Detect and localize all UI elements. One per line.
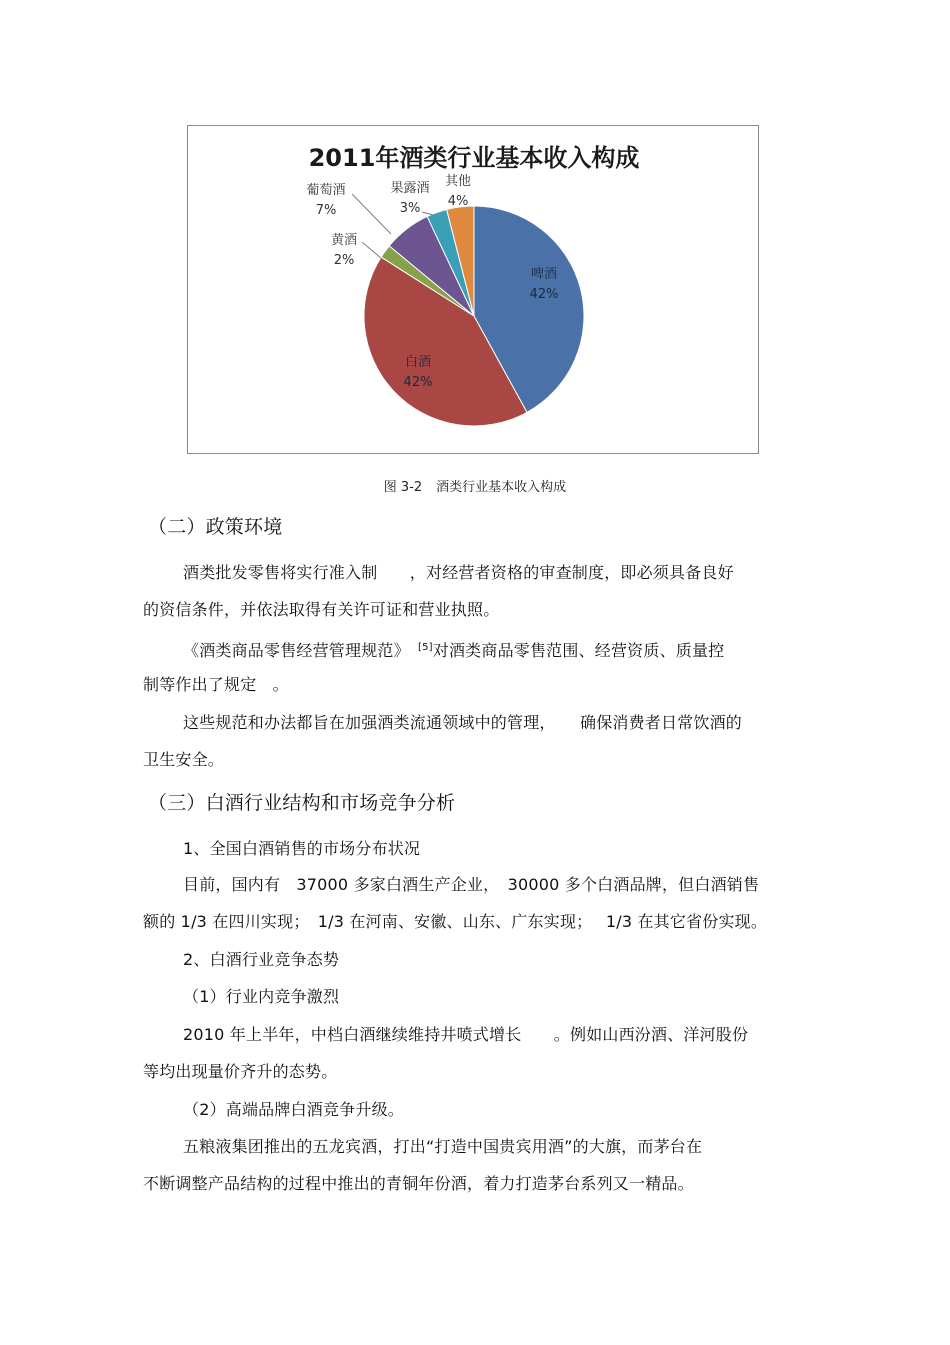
paragraph-line: 这些规范和办法都旨在加强酒类流通领域中的管理， 确保消费者日常饮酒的 (183, 713, 743, 732)
slice-percent-label: 42% (403, 375, 433, 390)
paragraph-line: 2010 年上半年，中档白酒继续维持井喷式增长 。例如山西汾酒、洋河股份 (183, 1025, 749, 1044)
figure-caption (0, 476, 950, 495)
section-heading-baijiu: （三）白酒行业结构和市场竞争分析 (148, 792, 456, 814)
slice-name-label: 果露酒 (390, 181, 430, 196)
paragraph-line: 目前，国内有 37000 多家白酒生产企业， 30000 多个白酒品牌，但白酒销售 (183, 875, 760, 894)
paragraph-line: 额的 1/3 在四川实现； 1/3 在河南、安徽、山东、广东实现； 1/3 在其它省份实现。 (143, 912, 768, 931)
slice-percent-label: 42% (529, 287, 559, 302)
paragraph-line: 等均出现量价齐升的态势。 (143, 1062, 338, 1081)
figure-number: 图 3-2 (383, 480, 423, 495)
figure-caption-text: 酒类行业基本收入构成 (436, 480, 567, 495)
section-heading-policy: （二）政策环境 (148, 516, 283, 538)
leader-line (362, 242, 382, 259)
sub-item-heading: （1）行业内竞争激烈 (183, 987, 340, 1006)
paragraph-line: 不断调整产品结构的过程中推出的青铜年份酒，着力打造茅台系列又一精品。 (143, 1174, 694, 1193)
subsection-heading: 1、全国白酒销售的市场分布状况 (183, 839, 421, 858)
paragraph-line (183, 637, 724, 662)
regulation-title: 《酒类商品零售经营管理规范》 (183, 641, 419, 660)
paragraph-text: 对酒类商品零售范围、经营资质、质量控 (432, 641, 725, 660)
leader-line (352, 194, 391, 234)
citation-ref: [5] (418, 642, 433, 653)
subsection-heading: 2、白酒行业竞争态势 (183, 950, 340, 969)
paragraph-line: 五粮液集团推出的五龙宾酒，打出“打造中国贵宾用酒”的大旗，而茅台在 (183, 1137, 703, 1156)
slice-name-label: 葡萄酒 (306, 183, 346, 198)
slice-percent-label: 7% (315, 203, 337, 218)
paragraph-line: 的资信条件，并依法取得有关许可证和营业执照。 (143, 600, 500, 619)
pie-chart (187, 125, 759, 454)
paragraph-line: 制等作出了规定 。 (143, 675, 289, 694)
paragraph-line: 卫生安全。 (143, 750, 225, 769)
sub-item-heading: （2）高端品牌白酒竞争升级。 (183, 1100, 404, 1119)
slice-percent-label: 4% (447, 194, 469, 209)
slice-name-label: 啤酒 (530, 267, 558, 282)
slice-name-label: 白酒 (404, 355, 432, 370)
slice-name-label: 黄酒 (330, 233, 358, 248)
chart-title: 2011年酒类行业基本收入构成 (308, 144, 640, 172)
slice-name-label: 其他 (444, 174, 472, 189)
slice-percent-label: 3% (399, 201, 421, 216)
pie-chart-canvas (188, 126, 760, 455)
slice-percent-label: 2% (333, 253, 355, 268)
paragraph-line: 酒类批发零售将实行准入制 ，对经营者资格的审查制度，即必须具备良好 (183, 563, 734, 582)
